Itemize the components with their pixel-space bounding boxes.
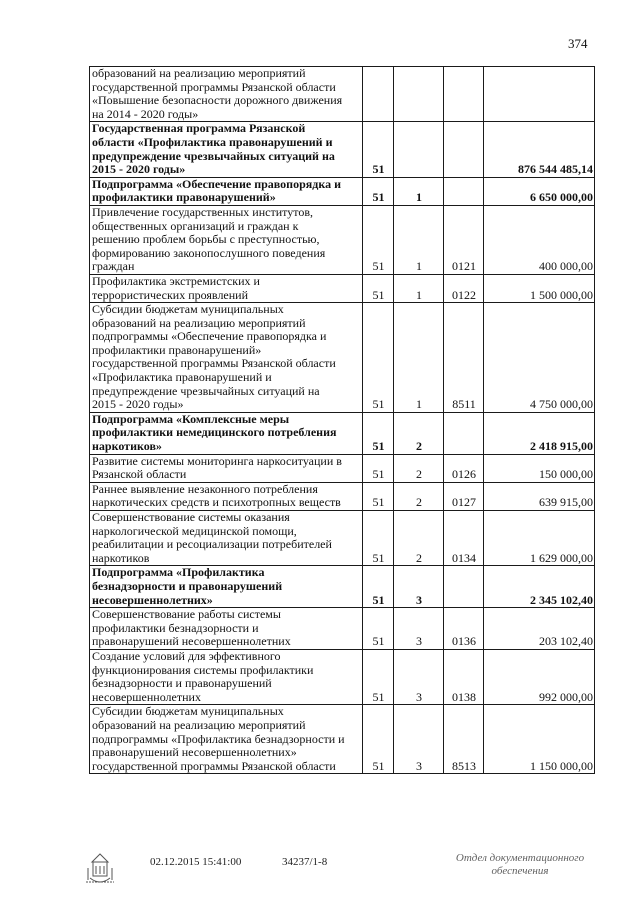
target-code-cell — [444, 67, 484, 122]
budget-table-body — [90, 67, 595, 774]
target-code-cell: 0126 — [444, 454, 484, 482]
table-row — [90, 122, 595, 177]
row-name-cell: Подпрограмма «Обеспечение правопорядка и профилактики правонарушений» — [90, 177, 363, 205]
ministry-code-cell: 51 — [363, 608, 394, 650]
ministry-code-cell: 51 — [363, 649, 394, 704]
target-code-cell: 0127 — [444, 482, 484, 510]
table-row — [90, 274, 595, 302]
target-code-cell — [444, 177, 484, 205]
target-code-cell: 0122 — [444, 274, 484, 302]
amount-cell: 1 500 000,00 — [484, 274, 595, 302]
subprogram-code-cell — [394, 67, 444, 122]
target-code-cell: 0121 — [444, 205, 484, 274]
target-code-cell — [444, 412, 484, 454]
amount-cell: 876 544 485,14 — [484, 122, 595, 177]
row-name-cell: Государственная программа Рязанской области «Профилактика правонарушений и предупреждение чрезвычайных ситуаций на 2015 - 2020 годы» — [90, 122, 363, 177]
table-row — [90, 511, 595, 566]
amount-cell: 150 000,00 — [484, 454, 595, 482]
row-name-cell: Субсидии бюджетам муниципальных образований на реализацию мероприятий подпрограммы «Профилактика безнадзорности и правонарушений несовершеннолетних» государственной программы Рязанской области — [90, 705, 363, 774]
subprogram-code-cell: 3 — [394, 705, 444, 774]
row-name-cell: Раннее выявление незаконного потребления наркотических средств и психотропных веществ — [90, 482, 363, 510]
table-row — [90, 177, 595, 205]
amount-cell: 2 345 102,40 — [484, 566, 595, 608]
row-name-cell: Совершенствование работы системы профилактики безнадзорности и правонарушений несовершеннолетних — [90, 608, 363, 650]
table-row — [90, 566, 595, 608]
row-name-cell: Подпрограмма «Профилактика безнадзорности и правонарушений несовершеннолетних» — [90, 566, 363, 608]
ministry-code-cell: 51 — [363, 705, 394, 774]
ministry-code-cell: 51 — [363, 511, 394, 566]
target-code-cell: 0134 — [444, 511, 484, 566]
subprogram-code-cell — [394, 122, 444, 177]
subprogram-code-cell: 3 — [394, 608, 444, 650]
target-code-cell: 8513 — [444, 705, 484, 774]
ministry-code-cell: 51 — [363, 177, 394, 205]
ministry-code-cell: 51 — [363, 274, 394, 302]
amount-cell: 4 750 000,00 — [484, 303, 595, 413]
ministry-code-cell: 51 — [363, 566, 394, 608]
amount-cell: 400 000,00 — [484, 205, 595, 274]
subprogram-code-cell: 2 — [394, 454, 444, 482]
subprogram-code-cell: 2 — [394, 511, 444, 566]
subprogram-code-cell: 3 — [394, 566, 444, 608]
table-row — [90, 705, 595, 774]
print-datetime: 02.12.2015 15:41:00 — [150, 856, 242, 868]
coat-of-arms-icon — [80, 848, 120, 888]
ministry-code-cell: 51 — [363, 303, 394, 413]
amount-cell: 2 418 915,00 — [484, 412, 595, 454]
subprogram-code-cell: 1 — [394, 177, 444, 205]
ministry-code-cell: 51 — [363, 122, 394, 177]
row-name-cell: Субсидии бюджетам муниципальных образований на реализацию мероприятий подпрограммы «Обеспечение правопорядка и профилактики правонарушений» государственной программы Рязанской области «Профилактика правонарушений и предупреждение чрезвычайных ситуаций на 2015 - 2020 годы» — [90, 303, 363, 413]
table-row — [90, 412, 595, 454]
amount-cell: 6 650 000,00 — [484, 177, 595, 205]
table-row — [90, 303, 595, 413]
row-name-cell: Подпрограмма «Комплексные меры профилактики немедицинского потребления наркотиков» — [90, 412, 363, 454]
row-name-cell: Создание условий для эффективного функционирования системы профилактики безнадзорности и правонарушений несовершеннолетних — [90, 649, 363, 704]
department-stamp: Отдел документационного обеспечения — [455, 852, 585, 877]
target-code-cell: 0136 — [444, 608, 484, 650]
subprogram-code-cell: 1 — [394, 274, 444, 302]
subprogram-code-cell: 2 — [394, 412, 444, 454]
page-number: 374 — [568, 36, 588, 51]
table-row — [90, 67, 595, 122]
amount-cell: 992 000,00 — [484, 649, 595, 704]
amount-cell: 1 629 000,00 — [484, 511, 595, 566]
table-row — [90, 454, 595, 482]
page-footer — [0, 848, 640, 898]
target-code-cell: 8511 — [444, 303, 484, 413]
row-name-cell: образований на реализацию мероприятий государственной программы Рязанской области «Повышение безопасности дорожного движения на 2014 - 2020 годы» — [90, 67, 363, 122]
amount-cell — [484, 67, 595, 122]
amount-cell: 1 150 000,00 — [484, 705, 595, 774]
amount-cell: 203 102,40 — [484, 608, 595, 650]
table-row — [90, 608, 595, 650]
table-row — [90, 649, 595, 704]
budget-table — [89, 66, 595, 774]
ministry-code-cell: 51 — [363, 454, 394, 482]
row-name-cell: Развитие системы мониторинга наркоситуации в Рязанской области — [90, 454, 363, 482]
target-code-cell: 0138 — [444, 649, 484, 704]
document-number: 34237/1-8 — [282, 856, 328, 868]
ministry-code-cell — [363, 67, 394, 122]
target-code-cell — [444, 566, 484, 608]
ministry-code-cell: 51 — [363, 412, 394, 454]
subprogram-code-cell: 1 — [394, 205, 444, 274]
target-code-cell — [444, 122, 484, 177]
table-row — [90, 205, 595, 274]
subprogram-code-cell: 2 — [394, 482, 444, 510]
row-name-cell: Привлечение государственных институтов, общественных организаций и граждан к решению проблем борьбы с преступностью, формированию законопослушного поведения граждан — [90, 205, 363, 274]
ministry-code-cell: 51 — [363, 482, 394, 510]
amount-cell: 639 915,00 — [484, 482, 595, 510]
row-name-cell: Профилактика экстремистских и террористических проявлений — [90, 274, 363, 302]
table-row — [90, 482, 595, 510]
ministry-code-cell: 51 — [363, 205, 394, 274]
subprogram-code-cell: 1 — [394, 303, 444, 413]
subprogram-code-cell: 3 — [394, 649, 444, 704]
row-name-cell: Совершенствование системы оказания наркологической медицинской помощи, реабилитации и ресоциализации потребителей наркотиков — [90, 511, 363, 566]
